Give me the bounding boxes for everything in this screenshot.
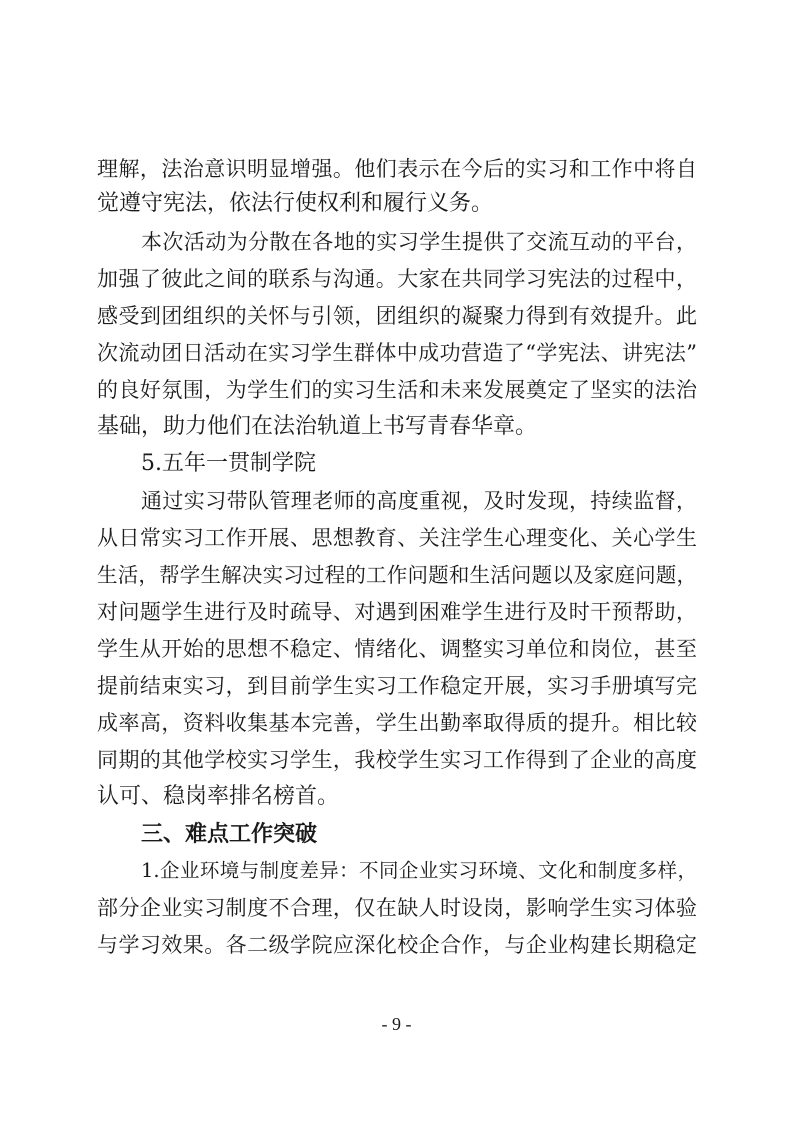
page-number: - 9 -	[381, 1014, 412, 1034]
paragraph-line: 学生从开始的思想不稳定、情绪化、调整实习单位和岗位，甚至	[97, 637, 697, 661]
paragraph-line: 的良好氛围，为学生们的实习生活和未来发展奠定了坚实的法治	[97, 378, 697, 402]
paragraph-line: 本次活动为分散在各地的实习学生提供了交流互动的平台，	[141, 230, 697, 254]
paragraph-line: 通过实习带队管理老师的高度重视，及时发现，持续监督，	[141, 489, 697, 513]
paragraph-line: 提前结束实习，到目前学生实习工作稳定开展，实习手册填写完	[97, 674, 697, 698]
paragraph-line: 加强了彼此之间的联系与沟通。大家在共同学习宪法的过程中，	[97, 267, 697, 291]
paragraph-line: 从日常实习工作开展、思想教育、关注学生心理变化、关心学生	[97, 526, 697, 550]
paragraph-line: 次流动团日活动在实习学生群体中成功营造了“学宪法、讲宪法”	[97, 341, 697, 365]
paragraph-line: 觉遵守宪法，依法行使权利和履行义务。	[97, 191, 494, 216]
paragraph-line: 1.企业环境与制度差异：不同企业实习环境、文化和制度多样，	[141, 859, 697, 882]
paragraph-line: 成率高，资料收集基本完善，学生出勤率取得质的提升。相比较	[97, 711, 697, 735]
paragraph-line: 与学习效果。各二级学院应深化校企合作，与企业构建长期稳定	[97, 933, 697, 957]
paragraph-line: 部分企业实习制度不合理，仅在缺人时设岗，影响学生实习体验	[97, 896, 697, 920]
paragraph-line: 感受到团组织的关怀与引领，团组织的凝聚力得到有效提升。此	[97, 304, 697, 328]
paragraph-line: 基础，助力他们在法治轨道上书写青春华章。	[97, 414, 538, 439]
paragraph-line: 生活，帮学生解决实习过程的工作问题和生活问题以及家庭问题，	[97, 563, 697, 587]
section-heading: 三、难点工作突破	[141, 821, 318, 847]
paragraph-line: 理解，法治意识明显增强。他们表示在今后的实习和工作中将自	[97, 157, 697, 181]
paragraph-line: 认可、稳岗率排名榜首。	[97, 784, 340, 809]
section-subheading: 5.五年一贯制学院	[141, 451, 316, 476]
paragraph-line: 对问题学生进行及时疏导、对遇到困难学生进行及时干预帮助，	[97, 600, 697, 624]
paragraph-line: 同期的其他学校实习学生，我校学生实习工作得到了企业的高度	[97, 748, 697, 772]
